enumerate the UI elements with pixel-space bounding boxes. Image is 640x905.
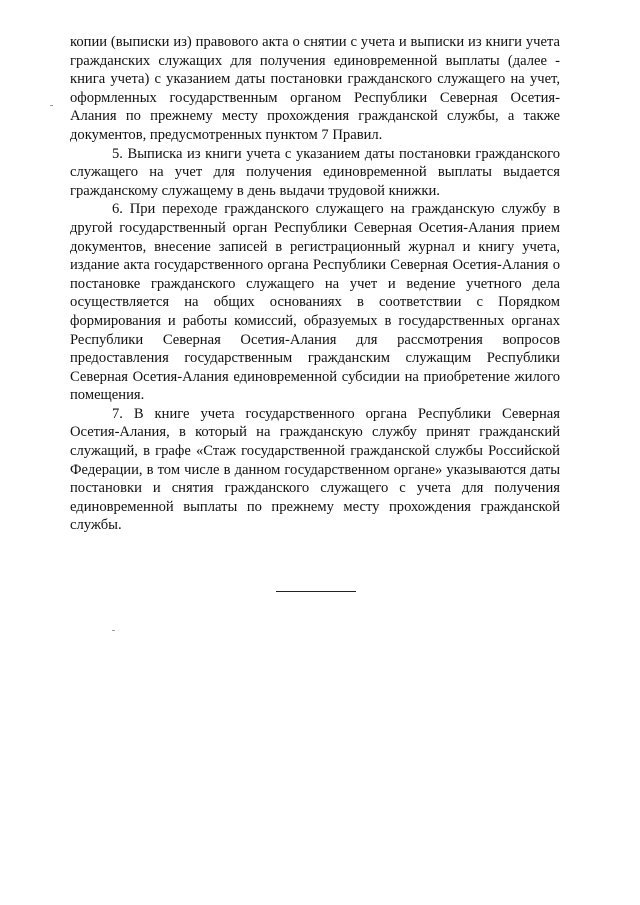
paragraph-item-6: 6. При переходе гражданского служащего на гражданскую службу в другой государственный орган Республики Северная Осетия-Алания прием документов, внесение записей в регистрационный журнал и книгу учета, издание акта государственного органа Республики Северная Осетия-Алания о постановке гражданского служащего на учет и ведение учетного дела осуществляется на общих основаниях в соответствии с Порядком формирования и работы комиссий, образуемых в государственных органах Республики Северная Осетия-Алания для рассмотрения вопросов предоставления государственным гражданским служащим Республики Северная Осетия-Алания единовременной субсидии на приобретение жилого помещения. [70, 201, 560, 404]
paragraph-item-5: 5. Выписка из книги учета с указанием даты постановки гражданского служащего на учет для получения единовременной выплаты выдается гражданскому служащему в день выдачи трудовой книжки. [70, 145, 560, 199]
scan-artifact [50, 105, 53, 106]
document-body [70, 33, 560, 535]
paragraph-continuation: копии (выписки из) правового акта о снятии с учета и выписки из книги учета гражданских служащих для получения единовременной выплаты (далее - книга учета) с указанием даты постановки гражданского служащего на учет, оформленных государственным органом Республики Северная Осетия-Алания по прежнему месту прохождения гражданской службы, а также документов, предусмотренных пунктом 7 Правил. [70, 34, 560, 143]
paragraph-item-7: 7. В книге учета государственного органа Республики Северная Осетия-Алания, в который на гражданскую службу принят гражданский служащий, в графе «Стаж государственной гражданской службы Российской Федерации, в том числе в данном государственном органе» указываются даты постановки и снятия гражданского служащего с учета для получения единовременной выплаты по прежнему месту прохождения гражданской службы. [70, 405, 560, 534]
end-of-text-rule [276, 591, 356, 592]
scan-artifact [112, 630, 115, 631]
